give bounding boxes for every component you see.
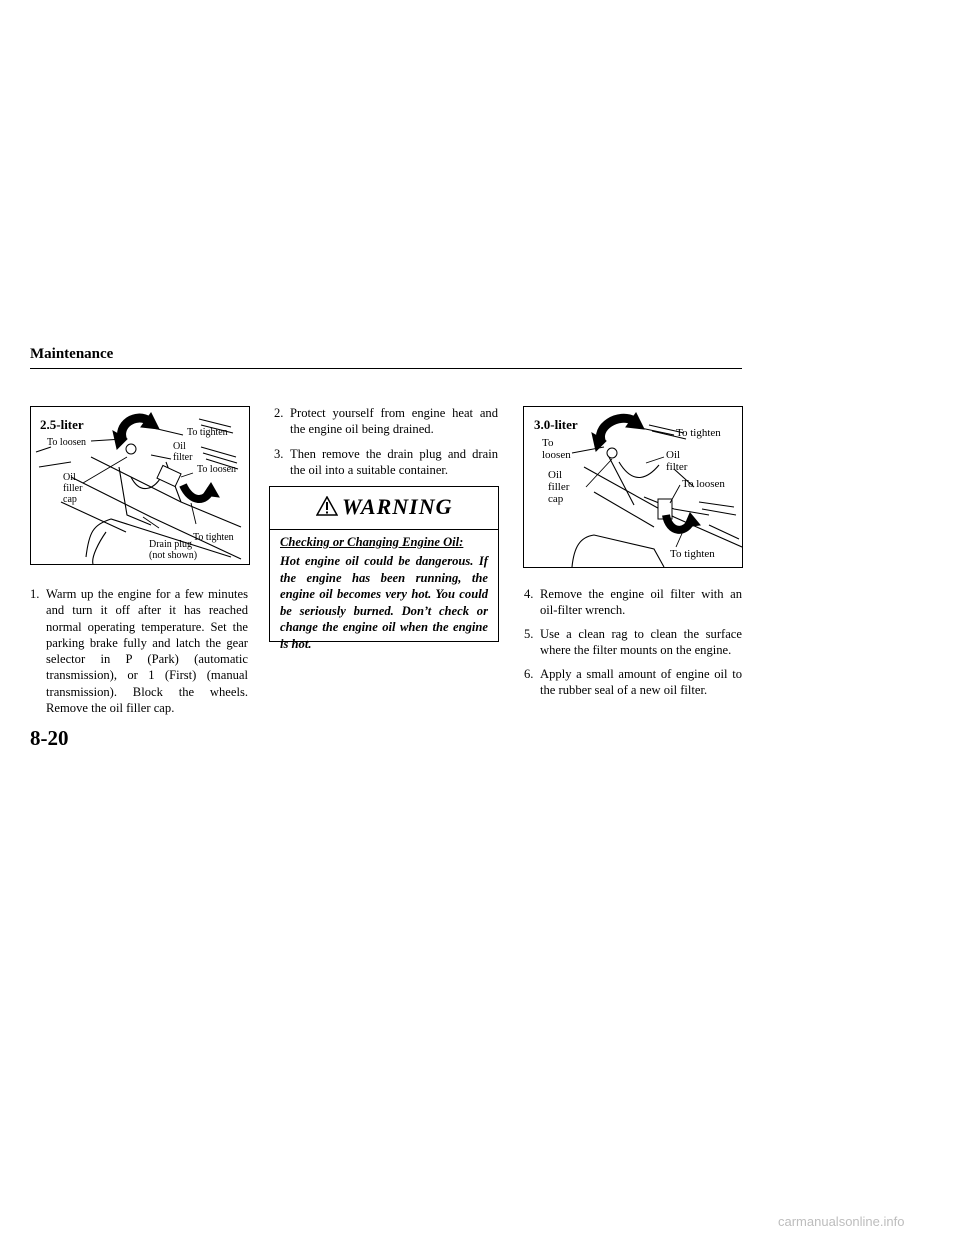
- label-to-loosen: To loosen: [542, 437, 571, 461]
- figure-title: 3.0-liter: [534, 417, 578, 432]
- warning-header: [270, 487, 498, 530]
- label-oil-filler-cap: Oil filler cap: [548, 469, 570, 505]
- footer-bar: [0, 1210, 960, 1234]
- step-6: 6. Apply a small amount of engine oil to the rubber seal of a new oil filter.: [524, 667, 742, 698]
- label-to-loosen-filter: To loosen: [197, 464, 237, 475]
- engine-diagram-3-0-liter: [523, 406, 743, 568]
- figure-title: 2.5-liter: [40, 417, 84, 432]
- label-to-tighten: To tighten: [187, 427, 228, 438]
- engine-diagram-2-5-liter: [30, 406, 250, 565]
- warning-box: [269, 486, 499, 651]
- section-title: Maintenance: [30, 346, 114, 362]
- footer-watermark: carmanualsonline.info: [778, 1214, 905, 1229]
- label-to-tighten-filter: To tighten: [670, 548, 715, 560]
- warning-title: WARNING: [342, 494, 453, 519]
- page-number: 8-20: [30, 726, 69, 750]
- step-3: 3. Then remove the drain plug and drain the oil into a suitable container.: [274, 447, 498, 478]
- warning-subtitle: Checking or Changing Engine Oil:: [280, 535, 464, 549]
- label-oil-filter: Oil filter: [173, 441, 193, 463]
- label-oil-filler-cap: Oil filler cap: [63, 472, 83, 505]
- label-drain-plug: Drain plug (not shown): [149, 539, 198, 561]
- label-to-loosen: To loosen: [47, 437, 87, 448]
- header-rule: [30, 368, 742, 369]
- label-oil-filter: Oil filter: [666, 449, 688, 473]
- step-1: 1. Warm up the engine for a few minutes and turn it off after it has reached normal operating temperature. Set the parking brake fully and latch the gear selector in P (Park) (automatic transmission), or 1 (First) (manual transmission). Block the wheels. Remove the oil filler cap.: [30, 587, 248, 716]
- step-4: 4. Remove the engine oil filter with an oil-filter wrench.: [524, 587, 742, 618]
- warning-triangle-icon: [316, 496, 338, 516]
- step-2: 2. Protect yourself from engine heat and the engine oil being drained.: [274, 406, 498, 437]
- step-5: 5. Use a clean rag to clean the surface where the filter mounts on the engine.: [524, 627, 742, 658]
- label-to-tighten-filter: To tighten: [193, 532, 234, 543]
- label-to-tighten: To tighten: [676, 427, 721, 439]
- warning-body: Hot engine oil could be dangerous. If the engine has been running, the engine oil becomes very hot. You could be seriously burned. Don’t check or change the engine oil when the engine is hot.: [280, 554, 488, 651]
- label-to-loosen-filter: To loosen: [682, 478, 725, 490]
